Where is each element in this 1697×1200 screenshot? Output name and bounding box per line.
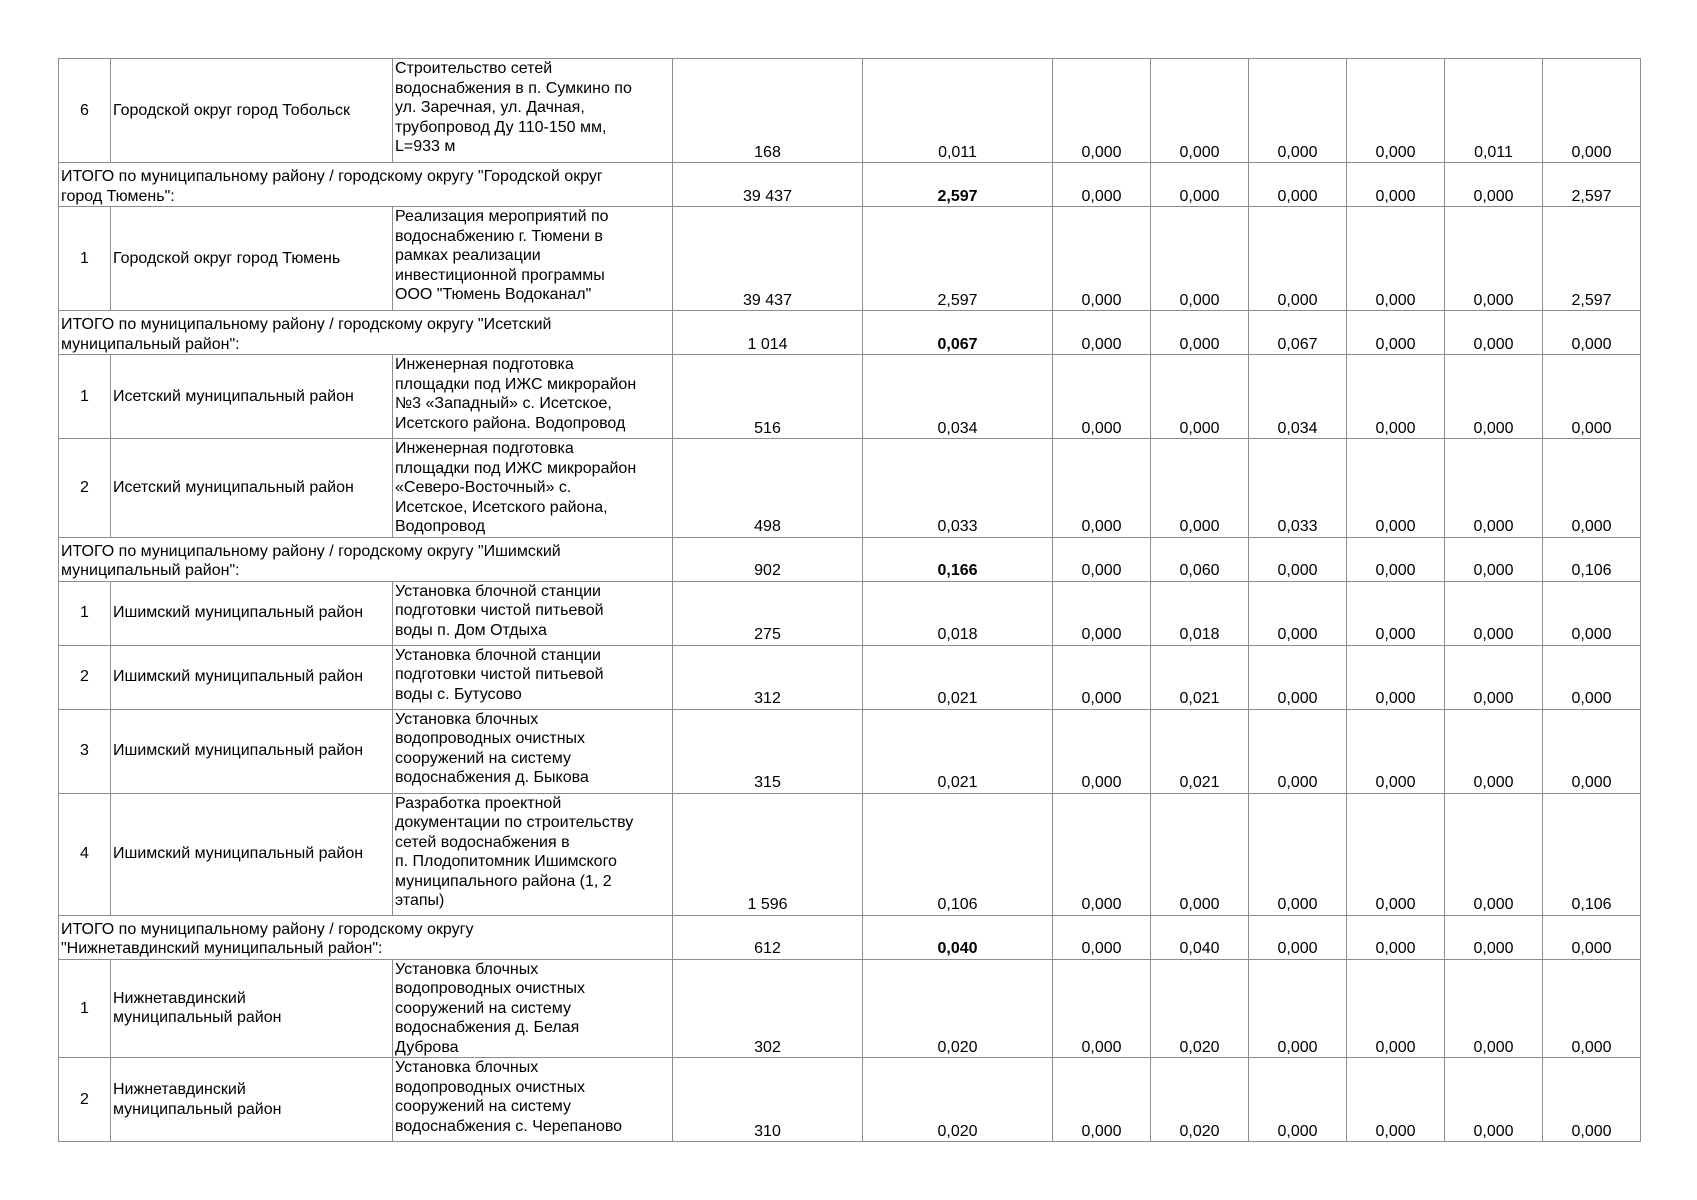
value-cell: 0,000	[1053, 959, 1151, 1058]
value-cell: 0,000	[1347, 581, 1445, 645]
value-cell: 0,000	[1249, 915, 1347, 959]
value-cell: 0,000	[1445, 439, 1543, 538]
table-row	[59, 581, 1641, 645]
cost-cell: 1 014	[673, 311, 863, 355]
project-description-cell: Установка блочных водопроводных очистных сооружений на систему водоснабжения д. Быкова	[393, 709, 673, 793]
value-cell: 0,000	[1249, 959, 1347, 1058]
value-cell: 0,034	[863, 355, 1053, 439]
value-cell: 0,021	[863, 645, 1053, 709]
value-cell: 0,000	[1543, 355, 1641, 439]
value-cell: 0,000	[1053, 439, 1151, 538]
row-number-cell: 1	[59, 959, 111, 1058]
value-cell: 0,000	[1445, 537, 1543, 581]
cost-cell: 275	[673, 581, 863, 645]
cost-cell: 516	[673, 355, 863, 439]
project-description-cell: Реализация мероприятий по водоснабжению г. Тюмени в рамках реализации инвестиционной программы ООО "Тюмень Водоканал"	[393, 207, 673, 311]
value-cell: 0,000	[1445, 581, 1543, 645]
project-description-cell: Установка блочной станции подготовки чистой питьевой воды п. Дом Отдыха	[393, 581, 673, 645]
municipality-cell: Ишимский муниципальный район	[111, 645, 393, 709]
table-row	[59, 709, 1641, 793]
cost-cell: 39 437	[673, 163, 863, 207]
cost-cell: 310	[673, 1058, 863, 1142]
table-row	[59, 439, 1641, 538]
value-cell: 0,000	[1151, 439, 1249, 538]
value-cell: 0,000	[1445, 163, 1543, 207]
value-cell: 0,000	[1053, 915, 1151, 959]
value-cell: 2,597	[1543, 163, 1641, 207]
value-cell: 0,000	[1053, 311, 1151, 355]
value-cell: 0,000	[1249, 645, 1347, 709]
value-cell: 0,000	[1347, 645, 1445, 709]
value-cell: 0,000	[1445, 959, 1543, 1058]
value-cell: 0,000	[1347, 709, 1445, 793]
cost-cell: 902	[673, 537, 863, 581]
value-cell: 2,597	[863, 207, 1053, 311]
value-cell: 0,000	[1445, 793, 1543, 915]
table-row	[59, 355, 1641, 439]
value-cell: 0,000	[1543, 59, 1641, 163]
value-cell: 0,000	[1249, 207, 1347, 311]
total-label-cell: ИТОГО по муниципальному району / городскому округу "Нижнетавдинский муниципальный район":	[59, 915, 673, 959]
row-number-cell: 3	[59, 709, 111, 793]
cost-cell: 168	[673, 59, 863, 163]
table-row	[59, 59, 1641, 163]
value-cell: 0,018	[863, 581, 1053, 645]
row-number-cell: 1	[59, 355, 111, 439]
cost-cell: 1 596	[673, 793, 863, 915]
value-cell: 0,000	[1249, 581, 1347, 645]
municipality-cell: Исетский муниципальный район	[111, 355, 393, 439]
value-cell: 0,021	[1151, 645, 1249, 709]
value-cell: 0,000	[1151, 207, 1249, 311]
value-cell: 0,011	[863, 59, 1053, 163]
project-description-cell: Инженерная подготовка площадки под ИЖС микрорайон «Северо-Восточный» с. Исетское, Исетского района, Водопровод	[393, 439, 673, 538]
value-cell: 0,000	[1543, 1058, 1641, 1142]
municipality-cell: Ишимский муниципальный район	[111, 793, 393, 915]
municipality-cell: Ишимский муниципальный район	[111, 709, 393, 793]
value-cell: 0,000	[1053, 709, 1151, 793]
row-number-cell: 4	[59, 793, 111, 915]
value-cell: 0,000	[1347, 439, 1445, 538]
value-cell: 0,011	[1445, 59, 1543, 163]
value-cell: 0,000	[1249, 1058, 1347, 1142]
value-cell: 0,106	[1543, 537, 1641, 581]
value-cell: 0,020	[863, 959, 1053, 1058]
cost-cell: 612	[673, 915, 863, 959]
table-row	[59, 793, 1641, 915]
value-cell: 0,000	[1543, 709, 1641, 793]
municipality-cell: Нижнетавдинский муниципальный район	[111, 1058, 393, 1142]
table-row	[59, 645, 1641, 709]
value-cell: 0,166	[863, 537, 1053, 581]
value-cell: 0,020	[1151, 1058, 1249, 1142]
cost-cell: 39 437	[673, 207, 863, 311]
value-cell: 0,040	[1151, 915, 1249, 959]
project-description-cell: Разработка проектной документации по строительству сетей водоснабжения в п. Плодопитомник Ишимского муниципального района (1, 2 этапы)	[393, 793, 673, 915]
value-cell: 0,000	[1347, 1058, 1445, 1142]
municipality-cell: Городской округ город Тюмень	[111, 207, 393, 311]
value-cell: 0,000	[1151, 355, 1249, 439]
value-cell: 0,000	[1445, 355, 1543, 439]
value-cell: 0,000	[1053, 163, 1151, 207]
value-cell: 0,000	[1053, 355, 1151, 439]
value-cell: 0,000	[1053, 581, 1151, 645]
value-cell: 0,000	[1053, 793, 1151, 915]
municipality-cell: Ишимский муниципальный район	[111, 581, 393, 645]
total-row	[59, 537, 1641, 581]
row-number-cell: 6	[59, 59, 111, 163]
value-cell: 2,597	[1543, 207, 1641, 311]
value-cell: 0,000	[1445, 709, 1543, 793]
value-cell: 0,000	[1543, 311, 1641, 355]
value-cell: 0,000	[1347, 355, 1445, 439]
total-row	[59, 915, 1641, 959]
value-cell: 0,000	[1347, 793, 1445, 915]
row-number-cell: 1	[59, 581, 111, 645]
value-cell: 0,033	[863, 439, 1053, 538]
value-cell: 0,000	[1347, 207, 1445, 311]
table-row	[59, 1058, 1641, 1142]
municipality-cell: Нижнетавдинский муниципальный район	[111, 959, 393, 1058]
row-number-cell: 2	[59, 439, 111, 538]
row-number-cell: 1	[59, 207, 111, 311]
value-cell: 0,020	[1151, 959, 1249, 1058]
value-cell: 0,000	[1543, 645, 1641, 709]
project-description-cell: Установка блочной станции подготовки чистой питьевой воды с. Бутусово	[393, 645, 673, 709]
value-cell: 0,000	[1543, 581, 1641, 645]
municipality-cell: Городской округ город Тобольск	[111, 59, 393, 163]
project-description-cell: Установка блочных водопроводных очистных сооружений на систему водоснабжения с. Черепаново	[393, 1058, 673, 1142]
value-cell: 0,000	[1249, 163, 1347, 207]
value-cell: 0,060	[1151, 537, 1249, 581]
value-cell: 2,597	[863, 163, 1053, 207]
value-cell: 0,000	[1543, 959, 1641, 1058]
value-cell: 0,034	[1249, 355, 1347, 439]
value-cell: 0,067	[1249, 311, 1347, 355]
value-cell: 0,000	[1543, 439, 1641, 538]
total-label-cell: ИТОГО по муниципальному району / городскому округу "Исетский муниципальный район":	[59, 311, 673, 355]
value-cell: 0,000	[1445, 1058, 1543, 1142]
project-description-cell: Инженерная подготовка площадки под ИЖС микрорайон №3 «Западный» с. Исетское, Исетского района. Водопровод	[393, 355, 673, 439]
cost-cell: 315	[673, 709, 863, 793]
value-cell: 0,000	[1151, 793, 1249, 915]
value-cell: 0,000	[1151, 311, 1249, 355]
table-row	[59, 207, 1641, 311]
table-row	[59, 959, 1641, 1058]
data-table	[58, 58, 1641, 1142]
table-body	[59, 59, 1641, 1142]
value-cell: 0,000	[1053, 645, 1151, 709]
value-cell: 0,000	[1543, 915, 1641, 959]
value-cell: 0,000	[1445, 311, 1543, 355]
project-description-cell: Установка блочных водопроводных очистных сооружений на систему водоснабжения д. Белая Дуброва	[393, 959, 673, 1058]
value-cell: 0,018	[1151, 581, 1249, 645]
project-description-cell: Строительство сетей водоснабжения в п. Сумкино по ул. Заречная, ул. Дачная, трубопровод Ду 110-150 мм, L=933 м	[393, 59, 673, 163]
value-cell: 0,000	[1249, 537, 1347, 581]
value-cell: 0,000	[1053, 537, 1151, 581]
cost-cell: 302	[673, 959, 863, 1058]
value-cell: 0,000	[1249, 709, 1347, 793]
value-cell: 0,000	[1053, 1058, 1151, 1142]
value-cell: 0,000	[1053, 59, 1151, 163]
value-cell: 0,000	[1347, 537, 1445, 581]
total-label-cell: ИТОГО по муниципальному району / городскому округу "Городской округ город Тюмень":	[59, 163, 673, 207]
value-cell: 0,020	[863, 1058, 1053, 1142]
value-cell: 0,033	[1249, 439, 1347, 538]
total-row	[59, 311, 1641, 355]
value-cell: 0,067	[863, 311, 1053, 355]
value-cell: 0,040	[863, 915, 1053, 959]
value-cell: 0,106	[1543, 793, 1641, 915]
value-cell: 0,021	[863, 709, 1053, 793]
total-label-cell: ИТОГО по муниципальному району / городскому округу "Ишимский муниципальный район":	[59, 537, 673, 581]
total-row	[59, 163, 1641, 207]
value-cell: 0,000	[1347, 959, 1445, 1058]
value-cell: 0,000	[1445, 915, 1543, 959]
row-number-cell: 2	[59, 1058, 111, 1142]
value-cell: 0,000	[1249, 59, 1347, 163]
value-cell: 0,021	[1151, 709, 1249, 793]
cost-cell: 312	[673, 645, 863, 709]
value-cell: 0,000	[1445, 207, 1543, 311]
value-cell: 0,000	[1151, 163, 1249, 207]
value-cell: 0,106	[863, 793, 1053, 915]
value-cell: 0,000	[1347, 163, 1445, 207]
cost-cell: 498	[673, 439, 863, 538]
value-cell: 0,000	[1151, 59, 1249, 163]
value-cell: 0,000	[1249, 793, 1347, 915]
value-cell: 0,000	[1347, 915, 1445, 959]
row-number-cell: 2	[59, 645, 111, 709]
value-cell: 0,000	[1053, 207, 1151, 311]
municipality-cell: Исетский муниципальный район	[111, 439, 393, 538]
value-cell: 0,000	[1347, 311, 1445, 355]
value-cell: 0,000	[1347, 59, 1445, 163]
value-cell: 0,000	[1445, 645, 1543, 709]
